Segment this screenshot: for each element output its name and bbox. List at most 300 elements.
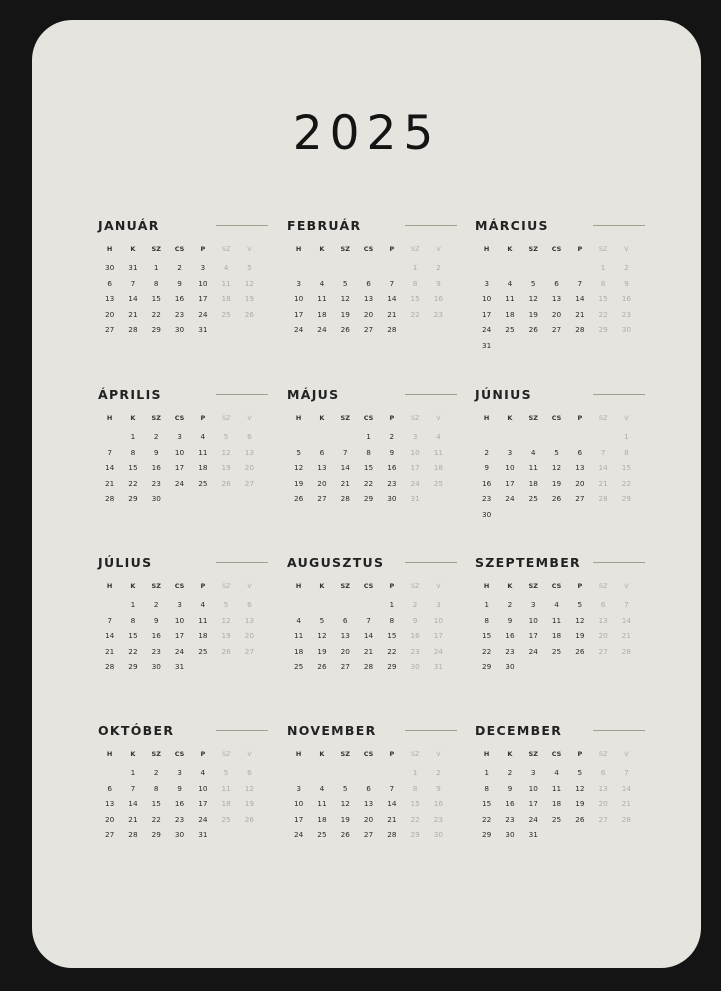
weekday-label: P [389, 245, 395, 253]
day-cell [568, 659, 591, 675]
week-row [287, 827, 457, 843]
week-row [475, 765, 645, 781]
day-cell: 9 [624, 278, 629, 288]
weekday-label: K [507, 582, 513, 590]
day-cell: 1 [412, 768, 418, 777]
day-cell: 26 [244, 309, 255, 319]
day-cell: 23 [387, 478, 397, 488]
day-cell: 29 [387, 662, 397, 671]
day-cell: 22 [151, 309, 161, 319]
day-cell: 26 [551, 494, 562, 503]
day-cell: 23 [151, 478, 161, 488]
day-cell [545, 338, 568, 354]
day-cell: 29 [363, 494, 374, 503]
day-cell [498, 338, 521, 354]
day-cell: 1 [366, 432, 371, 441]
day-cell: 30 [482, 509, 492, 519]
day-cell: 30 [174, 830, 185, 839]
day-cell [168, 491, 191, 507]
day-cell [310, 765, 333, 781]
day-cell: 7 [130, 278, 136, 288]
day-cell: 5 [342, 783, 348, 793]
week-row [98, 460, 268, 476]
day-cell: 17 [528, 631, 538, 640]
month-block [287, 384, 457, 507]
month-name: OKTÓBER [98, 723, 182, 738]
day-cell: 13 [363, 799, 374, 808]
day-cell: 21 [621, 631, 632, 640]
day-cell: 22 [387, 646, 397, 656]
day-cell: 23 [621, 309, 632, 319]
day-cell: 10 [433, 615, 444, 625]
weekday-label: H [295, 245, 302, 253]
day-cell: 30 [621, 325, 632, 334]
weekday-label: SZ [151, 750, 161, 758]
day-cell: 2 [624, 263, 629, 272]
day-cell: 14 [387, 799, 397, 808]
day-cell: 19 [317, 646, 327, 656]
day-cell: 20 [244, 463, 255, 472]
day-cell [568, 338, 591, 354]
day-cell [591, 827, 614, 843]
day-cell [615, 659, 638, 675]
day-cell: 16 [505, 631, 515, 640]
day-cell: 8 [624, 447, 629, 457]
month-divider [405, 730, 457, 731]
day-cell [522, 507, 545, 523]
day-cell [475, 260, 498, 276]
day-cell: 18 [528, 478, 538, 488]
day-cell: 20 [575, 478, 585, 488]
month-name: NOVEMBER [287, 723, 385, 738]
weekday-header [475, 240, 645, 258]
day-cell: 5 [319, 615, 325, 625]
day-cell: 29 [128, 494, 138, 503]
day-cell [191, 659, 214, 675]
day-cell: 22 [621, 478, 632, 488]
weekday-label: SZ [528, 245, 538, 253]
day-cell: 9 [153, 615, 159, 625]
day-cell: 16 [621, 294, 632, 303]
day-cell [287, 765, 310, 781]
day-cell: 25 [221, 309, 231, 319]
day-cell: 28 [363, 662, 374, 671]
weekday-label: SZ [598, 750, 608, 758]
day-cell: 6 [342, 615, 348, 625]
day-cell: 20 [598, 799, 608, 808]
weekday-label: K [507, 750, 513, 758]
weekday-label: P [200, 414, 206, 422]
weekday-header [287, 409, 457, 427]
day-cell: 20 [598, 631, 608, 640]
week-row [475, 812, 645, 828]
day-cell: 17 [294, 309, 304, 319]
day-cell: 5 [554, 447, 559, 457]
weekday-label: CS [363, 750, 374, 758]
weekday-label: V [624, 582, 629, 590]
month-header [98, 215, 268, 235]
day-cell: 11 [317, 799, 327, 808]
day-cell: 13 [105, 294, 115, 303]
day-cell [214, 659, 237, 675]
weekday-label: CS [174, 750, 185, 758]
weekday-label: SZ [340, 414, 350, 422]
day-cell [98, 765, 121, 781]
day-cell: 1 [624, 432, 629, 441]
month-name: MÁRCIUS [475, 218, 557, 233]
weekday-label: H [106, 245, 113, 253]
day-cell [357, 260, 380, 276]
weekday-label: P [389, 414, 395, 422]
weekday-label: P [200, 582, 206, 590]
week-row [475, 491, 645, 507]
day-cell: 7 [389, 783, 395, 793]
day-cell: 18 [551, 799, 562, 808]
day-cell: 8 [130, 615, 136, 625]
week-row [98, 276, 268, 292]
day-cell: 27 [340, 662, 350, 671]
month-header [98, 720, 268, 740]
weekday-label: CS [363, 414, 374, 422]
day-cell: 8 [412, 278, 418, 288]
day-cell: 2 [507, 600, 513, 609]
day-cell: 10 [482, 294, 492, 303]
day-cell: 17 [528, 799, 538, 808]
day-cell: 3 [200, 263, 206, 272]
day-cell: 15 [598, 294, 608, 303]
week-row [98, 644, 268, 660]
day-cell [498, 260, 521, 276]
weekday-label: CS [363, 582, 374, 590]
weekday-label: V [436, 582, 441, 590]
day-cell [357, 765, 380, 781]
weekday-label: K [507, 414, 513, 422]
day-cell: 13 [340, 631, 350, 640]
month-divider [216, 394, 268, 395]
weekday-header [287, 240, 457, 258]
day-cell: 9 [153, 447, 159, 457]
day-cell: 15 [410, 294, 420, 303]
day-cell: 7 [107, 615, 112, 625]
weeks [475, 260, 645, 353]
month-block [98, 384, 268, 507]
day-cell [545, 507, 568, 523]
week-row [98, 445, 268, 461]
day-cell: 10 [294, 294, 304, 303]
day-cell: 21 [363, 646, 374, 656]
day-cell: 21 [387, 309, 397, 319]
day-cell [615, 507, 638, 523]
month-header [475, 552, 645, 572]
month-block [287, 720, 457, 843]
day-cell: 12 [551, 463, 562, 472]
weekday-label: V [247, 750, 252, 758]
day-cell: 25 [505, 325, 515, 334]
day-cell: 5 [223, 768, 229, 777]
day-cell: 26 [294, 494, 304, 503]
week-row [98, 628, 268, 644]
weekday-label: SZ [151, 245, 161, 253]
weekday-label: SZ [221, 750, 231, 758]
day-cell: 24 [528, 814, 538, 824]
day-cell: 13 [244, 447, 255, 457]
day-cell: 16 [151, 463, 161, 472]
day-cell [310, 597, 333, 613]
day-cell: 18 [317, 309, 327, 319]
month-divider [216, 225, 268, 226]
day-cell: 3 [177, 768, 182, 777]
day-cell: 24 [198, 814, 208, 824]
day-cell: 28 [598, 494, 608, 503]
week-row [98, 476, 268, 492]
day-cell: 13 [244, 615, 255, 625]
day-cell [98, 429, 121, 445]
day-cell: 29 [482, 662, 492, 671]
day-cell: 31 [198, 830, 208, 839]
weekday-header [475, 745, 645, 763]
day-cell [214, 491, 237, 507]
day-cell [238, 659, 261, 675]
weekday-header [98, 240, 268, 258]
day-cell: 17 [198, 799, 208, 808]
day-cell: 1 [600, 263, 606, 272]
day-cell: 3 [296, 278, 301, 288]
weekday-label: H [483, 414, 490, 422]
day-cell: 1 [130, 768, 136, 777]
weeks [98, 597, 268, 675]
day-cell: 30 [174, 325, 185, 334]
weekday-label: H [295, 750, 302, 758]
day-cell: 11 [198, 447, 208, 457]
day-cell: 29 [621, 494, 632, 503]
month-header [98, 384, 268, 404]
week-row [98, 827, 268, 843]
day-cell: 25 [317, 830, 327, 839]
day-cell: 26 [575, 646, 585, 656]
day-cell: 16 [505, 799, 515, 808]
day-cell: 16 [387, 463, 397, 472]
day-cell: 12 [340, 294, 350, 303]
day-cell: 26 [244, 814, 255, 824]
day-cell: 24 [198, 309, 208, 319]
day-cell: 5 [247, 263, 252, 272]
day-cell [310, 429, 333, 445]
day-cell: 19 [575, 631, 585, 640]
day-cell [568, 827, 591, 843]
day-cell: 15 [128, 463, 138, 472]
day-cell: 4 [200, 600, 206, 609]
weeks [475, 765, 645, 843]
day-cell: 12 [575, 615, 585, 625]
day-cell: 17 [482, 309, 492, 319]
week-row [475, 613, 645, 629]
day-cell: 27 [105, 325, 115, 334]
weekday-header [287, 577, 457, 595]
weekday-label: CS [551, 750, 562, 758]
day-cell: 20 [363, 309, 374, 319]
month-divider [593, 562, 645, 563]
day-cell: 31 [198, 325, 208, 334]
week-row [287, 597, 457, 613]
weekday-label: V [624, 750, 629, 758]
day-cell [522, 260, 545, 276]
month-divider [593, 225, 645, 226]
day-cell: 4 [200, 768, 206, 777]
weekday-label: SZ [528, 750, 538, 758]
day-cell: 19 [244, 294, 255, 303]
day-cell: 11 [433, 447, 444, 457]
day-cell: 27 [105, 830, 115, 839]
day-cell: 30 [151, 662, 161, 671]
weekday-label: CS [174, 582, 185, 590]
week-row [98, 781, 268, 797]
day-cell: 21 [575, 309, 585, 319]
day-cell: 27 [317, 494, 327, 503]
day-cell: 28 [105, 662, 115, 671]
day-cell: 11 [294, 631, 304, 640]
day-cell: 17 [505, 478, 515, 488]
day-cell: 25 [551, 814, 562, 824]
day-cell: 10 [174, 447, 185, 457]
day-cell: 6 [600, 768, 606, 777]
day-cell: 3 [436, 600, 441, 609]
day-cell: 19 [294, 478, 304, 488]
day-cell: 1 [130, 432, 136, 441]
day-cell: 28 [105, 494, 115, 503]
day-cell: 25 [433, 478, 444, 488]
month-block [475, 552, 645, 675]
weekday-label: SZ [410, 414, 420, 422]
day-cell [334, 429, 357, 445]
day-cell: 24 [317, 325, 327, 334]
day-cell: 1 [484, 600, 489, 609]
day-cell: 12 [221, 615, 231, 625]
day-cell: 7 [366, 615, 371, 625]
day-cell: 14 [621, 615, 632, 625]
week-row [287, 781, 457, 797]
day-cell: 16 [433, 294, 444, 303]
day-cell: 11 [551, 783, 562, 793]
day-cell: 4 [554, 600, 559, 609]
day-cell: 17 [174, 631, 185, 640]
day-cell: 19 [528, 309, 538, 319]
year-title: 2025 [292, 106, 441, 161]
day-cell: 6 [107, 278, 112, 288]
day-cell: 19 [340, 309, 350, 319]
week-row [475, 827, 645, 843]
week-row [98, 322, 268, 338]
day-cell: 30 [151, 494, 161, 503]
day-cell: 11 [317, 294, 327, 303]
day-cell: 18 [551, 631, 562, 640]
week-row [475, 445, 645, 461]
day-cell: 14 [363, 631, 374, 640]
month-header [475, 720, 645, 740]
weekday-label: P [577, 414, 583, 422]
day-cell: 22 [151, 814, 161, 824]
day-cell [522, 659, 545, 675]
weekday-label: SZ [598, 582, 608, 590]
day-cell [98, 597, 121, 613]
day-cell: 12 [317, 631, 327, 640]
day-cell: 27 [363, 325, 374, 334]
day-cell [357, 597, 380, 613]
day-cell: 2 [389, 432, 395, 441]
month-block [475, 384, 645, 522]
month-header [475, 384, 645, 404]
day-cell: 13 [551, 294, 562, 303]
day-cell: 2 [507, 768, 513, 777]
day-cell: 5 [577, 600, 583, 609]
day-cell: 9 [436, 278, 441, 288]
day-cell: 20 [244, 631, 255, 640]
day-cell: 18 [198, 463, 208, 472]
day-cell: 31 [482, 340, 492, 350]
day-cell: 6 [554, 278, 559, 288]
weeks [287, 260, 457, 338]
day-cell: 4 [319, 783, 325, 793]
day-cell: 1 [153, 263, 159, 272]
day-cell [334, 260, 357, 276]
day-cell: 16 [174, 294, 185, 303]
day-cell [545, 260, 568, 276]
day-cell: 12 [528, 294, 538, 303]
day-cell: 4 [507, 278, 513, 288]
month-name: JÚLIUS [98, 555, 160, 570]
weekday-header [475, 409, 645, 427]
weekday-label: SZ [221, 582, 231, 590]
day-cell: 12 [244, 783, 255, 793]
month-block [475, 720, 645, 843]
week-row [287, 812, 457, 828]
day-cell: 23 [174, 309, 185, 319]
weekday-label: SZ [221, 414, 231, 422]
weekday-label: K [130, 245, 136, 253]
day-cell: 14 [128, 294, 138, 303]
month-name: ÁPRILIS [98, 387, 170, 402]
day-cell: 28 [387, 325, 397, 334]
month-divider [216, 562, 268, 563]
day-cell: 27 [598, 646, 608, 656]
day-cell [403, 322, 426, 338]
day-cell: 22 [482, 646, 492, 656]
weekday-label: V [436, 414, 441, 422]
weekday-label: H [295, 582, 302, 590]
week-row [287, 460, 457, 476]
weekday-label: SZ [528, 582, 538, 590]
day-cell: 9 [484, 463, 489, 472]
day-cell: 11 [198, 615, 208, 625]
day-cell: 8 [484, 783, 489, 793]
day-cell: 1 [389, 600, 395, 609]
day-cell: 16 [174, 799, 185, 808]
day-cell: 23 [433, 309, 444, 319]
day-cell: 15 [151, 294, 161, 303]
day-cell: 3 [484, 278, 489, 288]
day-cell: 25 [294, 662, 304, 671]
day-cell [615, 338, 638, 354]
day-cell: 10 [198, 278, 208, 288]
day-cell [287, 260, 310, 276]
day-cell: 7 [342, 447, 348, 457]
day-cell: 2 [484, 447, 489, 457]
day-cell: 30 [505, 662, 515, 671]
day-cell: 17 [198, 294, 208, 303]
weekday-label: K [319, 750, 325, 758]
day-cell [287, 429, 310, 445]
day-cell: 14 [621, 783, 632, 793]
day-cell: 23 [410, 646, 420, 656]
